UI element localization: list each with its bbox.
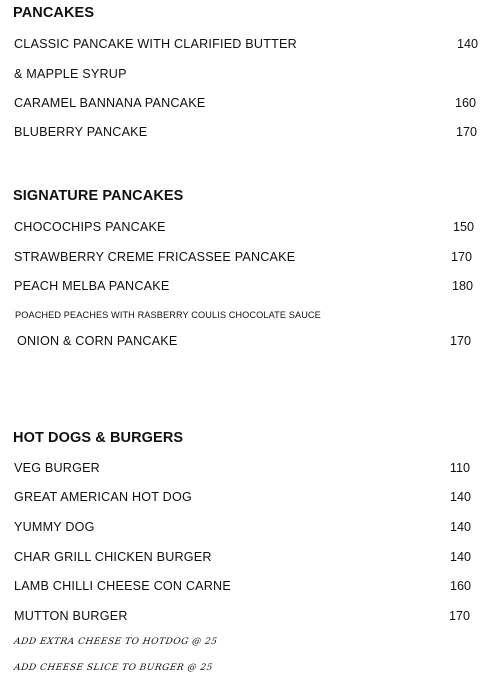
menu-item-price: 170: [450, 250, 472, 264]
add-on-note: ADD EXTRA CHEESE TO HOTDOG @ 25: [13, 637, 219, 647]
menu-item-name: VEG BURGER: [14, 461, 100, 475]
section-heading-pancakes: PANCAKES: [13, 5, 95, 21]
menu-item-name: PEACH MELBA PANCAKE: [14, 279, 170, 293]
menu-item-name: ONION & CORN PANCAKE: [17, 334, 178, 348]
menu-item-price: 150: [452, 220, 474, 234]
menu-item-price: 140: [449, 550, 471, 564]
menu-item-name: & MAPPLE SYRUP: [14, 67, 127, 81]
menu-item-price: 160: [454, 96, 476, 110]
menu-item-price: 170: [455, 125, 477, 139]
menu-item-name: GREAT AMERICAN HOT DOG: [14, 490, 192, 504]
menu-item-name: CARAMEL BANNANA PANCAKE: [14, 96, 206, 110]
section-heading-signature-pancakes: SIGNATURE PANCAKES: [13, 188, 184, 204]
menu-item-name: YUMMY DOG: [14, 520, 95, 534]
add-on-note: ADD CHEESE SLICE TO BURGER @ 25: [13, 663, 214, 673]
menu-item-price: 170: [448, 609, 470, 623]
menu-item-price: 160: [449, 579, 471, 593]
menu-item-price: 110: [449, 461, 470, 475]
menu-item-price: 140: [456, 37, 478, 51]
menu-item-price: 140: [449, 520, 471, 534]
menu-item-name: BLUBERRY PANCAKE: [14, 125, 148, 139]
menu-item-price: 140: [449, 490, 471, 504]
menu-item-name: STRAWBERRY CREME FRICASSEE PANCAKE: [14, 250, 296, 264]
menu-item-price: 170: [449, 334, 471, 348]
section-heading-hot-dogs-burgers: HOT DOGS & BURGERS: [13, 430, 184, 446]
menu-item-name: MUTTON BURGER: [14, 609, 128, 623]
menu-item-name: CHAR GRILL CHICKEN BURGER: [14, 550, 212, 564]
menu-item-name: LAMB CHILLI CHEESE CON CARNE: [14, 579, 231, 593]
menu-item-name: CHOCOCHIPS PANCAKE: [14, 220, 166, 234]
menu-item-name: CLASSIC PANCAKE WITH CLARIFIED BUTTER: [14, 37, 297, 51]
menu-item-description: POACHED PEACHES WITH RASBERRY COULIS CHOCOLATE SAUCE: [15, 310, 321, 320]
menu-item-price: 180: [451, 279, 473, 293]
